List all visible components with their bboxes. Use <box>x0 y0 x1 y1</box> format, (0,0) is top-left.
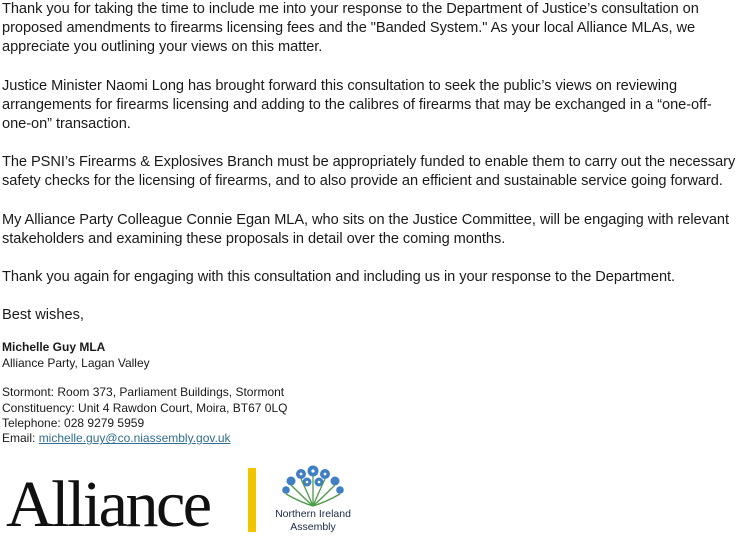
sign-off: Best wishes, <box>2 307 84 324</box>
letter-paragraph-5: Thank you again for engaging with this consultation and including us in your response to the Department. <box>2 269 676 286</box>
letter-paragraph-3: The PSNI’s Firearms & Explosives Branch must be appropriately funded to enable them to carry out the necessary safety checks for the licensing of firearms, and to also provide an efficient and sustainable service going forward. <box>2 154 736 190</box>
contact-block <box>2 385 738 447</box>
letter-paragraph-1: Thank you for taking the time to include me into your response to the Department of Justice’s consultation on proposed amendments to firearms licensing fees and the "Banded System." As your local Alliance MLAs, we appreciate you outlining your views on this matter. <box>2 1 699 56</box>
assembly-line-2: Assembly <box>290 520 336 533</box>
assembly-line-1: Northern Ireland <box>275 508 351 520</box>
letter-paragraph-4: My Alliance Party Colleague Connie Egan MLA, who sits on the Justice Committee, will be engaging with relevant stakeholders and examining these proposals in detail over the coming months. <box>2 211 729 247</box>
contact-email-line <box>2 431 738 446</box>
email-link[interactable]: michelle.guy@co.niassembly.gov.uk <box>38 431 231 446</box>
email-label: Email: <box>2 431 39 446</box>
contact-stormont: Stormont: Room 373, Parliament Buildings, Stormont <box>2 385 285 400</box>
contact-constituency: Constituency: Unit 4 Rawdon Court, Moira, BT67 0LQ <box>2 400 288 415</box>
flax-flower-icon <box>278 464 348 510</box>
letter-body <box>2 0 738 447</box>
contact-telephone: Telephone: 028 9279 5959 <box>2 416 145 431</box>
assembly-logo <box>268 464 358 540</box>
assembly-logo-text <box>268 508 358 533</box>
signatory-name: Michelle Guy MLA <box>2 340 106 355</box>
signatory-party: Alliance Party, Lagan Valley <box>2 356 150 371</box>
signature-block <box>2 339 738 371</box>
letter-paragraph-2: Justice Minister Naomi Long has brought forward this consultation to seek the public’s views on reviewing arrangements for firearms licensing and adding to the calibres of firearms that may be exchanged in a “one-off-one-on” transaction. <box>2 77 712 133</box>
alliance-yellow-bar <box>248 468 256 532</box>
footer-logos <box>6 462 386 542</box>
alliance-logo: Alliance <box>6 468 210 541</box>
